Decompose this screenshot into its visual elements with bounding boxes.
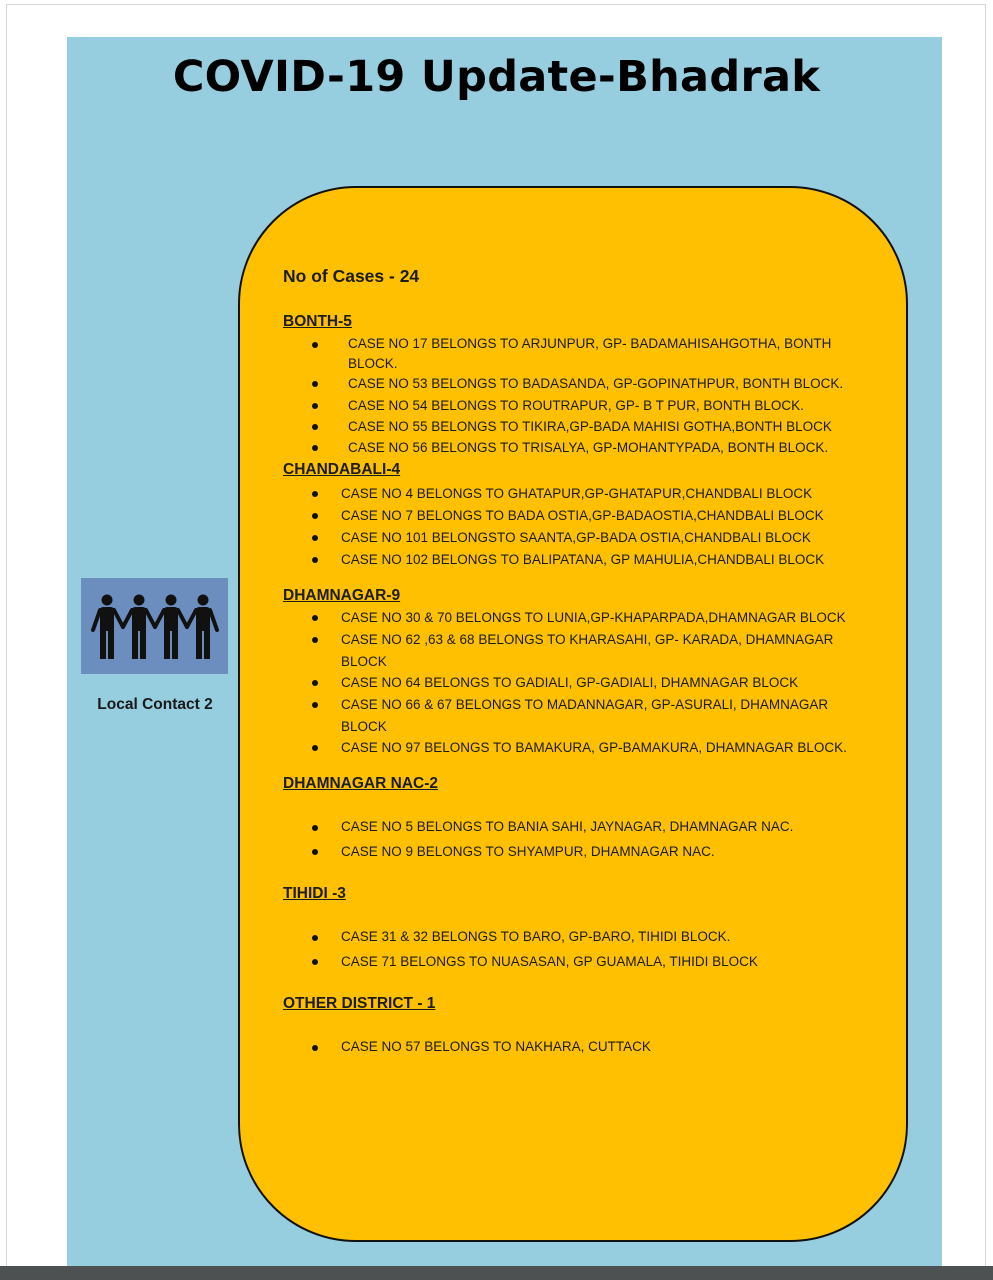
bullet-icon — [312, 557, 318, 563]
case-item: CASE NO 56 BELONGS TO TRISALYA, GP-MOHANTYPADA, BONTH BLOCK. — [348, 440, 829, 455]
case-item: CASE NO 30 & 70 BELONGS TO LUNIA,GP-KHAPARPADA,DHAMNAGAR BLOCK — [341, 610, 846, 625]
page-title: COVID-19 Update-Bhadrak — [172, 52, 821, 102]
bullet-icon — [312, 381, 318, 387]
case-item: CASE NO 57 BELONGS TO NAKHARA, CUTTACK — [341, 1039, 651, 1054]
bullet-icon — [312, 849, 318, 855]
case-item: CASE NO 17 BELONGS TO ARJUNPUR, GP- BADAMAHISAHGOTHA, BONTH — [348, 336, 832, 351]
bullet-icon — [312, 424, 318, 430]
bullet-icon — [312, 935, 318, 941]
bullet-icon — [312, 403, 318, 409]
case-item-continued: BLOCK. — [348, 356, 398, 371]
section-heading-dhamnagar-nac: DHAMNAGAR NAC-2 — [283, 775, 438, 792]
case-item: CASE NO 55 BELONGS TO TIKIRA,GP-BADA MAHISI GOTHA,BONTH BLOCK — [348, 419, 832, 434]
case-item: CASE NO 62 ,63 & 68 BELONGS TO KHARASAHI, GP- KARADA, DHAMNAGAR — [341, 632, 834, 647]
people-group-icon — [91, 594, 219, 660]
section-heading-dhamnagar: DHAMNAGAR-9 — [283, 587, 401, 604]
case-item: CASE NO 97 BELONGS TO BAMAKURA, GP-BAMAKURA, DHAMNAGAR BLOCK. — [341, 740, 847, 755]
case-item: CASE 71 BELONGS TO NUASASAN, GP GUAMALA, TIHIDI BLOCK — [341, 954, 758, 969]
people-group-box — [81, 578, 228, 674]
bullet-icon — [312, 637, 318, 643]
bullet-icon — [312, 535, 318, 541]
case-item: CASE NO 9 BELONGS TO SHYAMPUR, DHAMNAGAR NAC. — [341, 844, 715, 859]
bullet-icon — [312, 445, 318, 451]
case-item-continued: BLOCK — [341, 654, 387, 669]
case-item: CASE NO 66 & 67 BELONGS TO MADANNAGAR, GP-ASURALI, DHAMNAGAR — [341, 697, 829, 712]
bullet-icon — [312, 615, 318, 621]
section-heading-bonth: BONTH-5 — [283, 313, 352, 330]
case-item: CASE NO 101 BELONGSTO SAANTA,GP-BADA OSTIA,CHANDBALI BLOCK — [341, 530, 811, 545]
bullet-icon — [312, 825, 318, 831]
total-cases: No of Cases - 24 — [283, 266, 420, 286]
bottom-bar — [0, 1266, 993, 1280]
case-item: CASE 31 & 32 BELONGS TO BARO, GP-BARO, TIHIDI BLOCK. — [341, 929, 731, 944]
case-item: CASE NO 7 BELONGS TO BADA OSTIA,GP-BADAOSTIA,CHANDBALI BLOCK — [341, 508, 824, 523]
local-contact-label: Local Contact 2 — [97, 696, 213, 713]
bullet-icon — [312, 745, 318, 751]
section-heading-chandabali: CHANDABALI-4 — [283, 461, 401, 478]
case-item: CASE NO 64 BELONGS TO GADIALI, GP-GADIALI, DHAMNAGAR BLOCK — [341, 675, 799, 690]
bullet-icon — [312, 513, 318, 519]
case-item: CASE NO 54 BELONGS TO ROUTRAPUR, GP- B T PUR, BONTH BLOCK. — [348, 398, 804, 413]
bullet-icon — [312, 342, 318, 348]
case-item: CASE NO 53 BELONGS TO BADASANDA, GP-GOPINATHPUR, BONTH BLOCK. — [348, 376, 844, 391]
bullet-icon — [312, 702, 318, 708]
bullet-icon — [312, 959, 318, 965]
case-item: CASE NO 5 BELONGS TO BANIA SAHI, JAYNAGAR, DHAMNAGAR NAC. — [341, 819, 794, 834]
section-heading-tihidi: TIHIDI -3 — [283, 885, 346, 902]
section-heading-other-district: OTHER DISTRICT - 1 — [283, 995, 436, 1012]
bullet-icon — [312, 1045, 318, 1051]
case-item: CASE NO 102 BELONGS TO BALIPATANA, GP MAHULIA,CHANDBALI BLOCK — [341, 552, 825, 567]
bullet-icon — [312, 680, 318, 686]
case-item-continued: BLOCK — [341, 719, 387, 734]
bullet-icon — [312, 491, 318, 497]
case-item: CASE NO 4 BELONGS TO GHATAPUR,GP-GHATAPUR,CHANDBALI BLOCK — [341, 486, 813, 501]
